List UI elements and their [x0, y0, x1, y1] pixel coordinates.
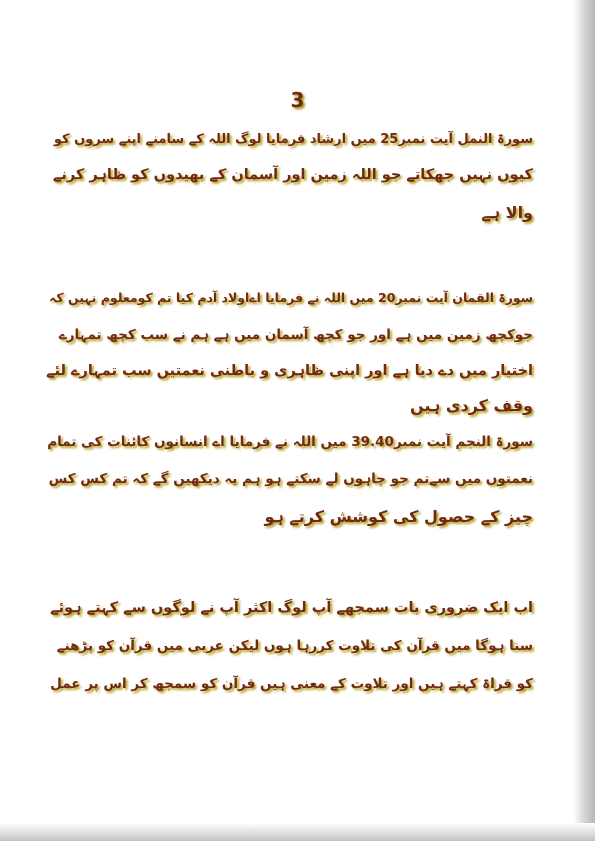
paragraph-3-line-2: نعمتوں میں سےتم جو چاہوں لے سکتے ہو ہم یہ دیکھیں گے کہ تم کس کس	[48, 471, 533, 487]
paragraph-4-line-2: سنا ہوگا میں قرآن کی تلاوت کررہا ہوں لیکن عربی میں قرآن کو پڑھنے	[56, 638, 533, 654]
paragraph-4-line-1: اب ایک ضروری بات سمجھے آپ لوگ اکثر آپ نے لوگوں سے کہتے ہوئے	[50, 600, 533, 616]
page-number: 3	[290, 88, 305, 112]
paragraph-2-line-4: وقف کردی ہیں	[409, 396, 533, 415]
page-edge-shadow-bottom	[0, 823, 595, 841]
paragraph-2-line-3: اختیار میں دے دیا ہے اور اپنی ظاہری و باطنی نعمتیں سب تمہارے لئے	[46, 363, 533, 379]
paragraph-1-line-2: کیوں نہیں جھکاتے جو اللہ زمین اور آسمان کے بھیدوں کو ظاہر کرنے	[52, 167, 533, 183]
paragraph-3-line-1: سورۃ النجم آیت نمبر39.40 میں اللہ نے فرمایا اے انسانوں کائنات کی تمام	[47, 434, 533, 450]
paragraph-4-line-3: کو قراۃ کہتے ہیں اور تلاوت کے معنی ہیں قرآن کو سمجھ کر اس پر عمل	[50, 676, 533, 692]
paragraph-1-line-3: والا ہے	[481, 203, 533, 222]
paragraph-2-line-2: جوکچھ زمین میں ہے اور جو کچھ آسمان میں ہے ہم نے سب کچھ تمہارے	[58, 327, 533, 343]
page-edge-shadow-right	[573, 0, 595, 841]
paragraph-1-line-1: سورۃ النمل آیت نمبر25 میں ارشاد فرمایا لوگ اللہ کے سامنے اپنے سروں کو	[53, 132, 533, 147]
paragraph-2-line-1: سورۃ القمان آیت نمبر20 میں اللہ نے فرمایا اےاولاد آدم کیا تم کومعلوم نہیں کہ	[49, 290, 533, 305]
paragraph-3-line-3: چیز کے حصول کی کوشش کرتے ہو	[264, 507, 533, 526]
